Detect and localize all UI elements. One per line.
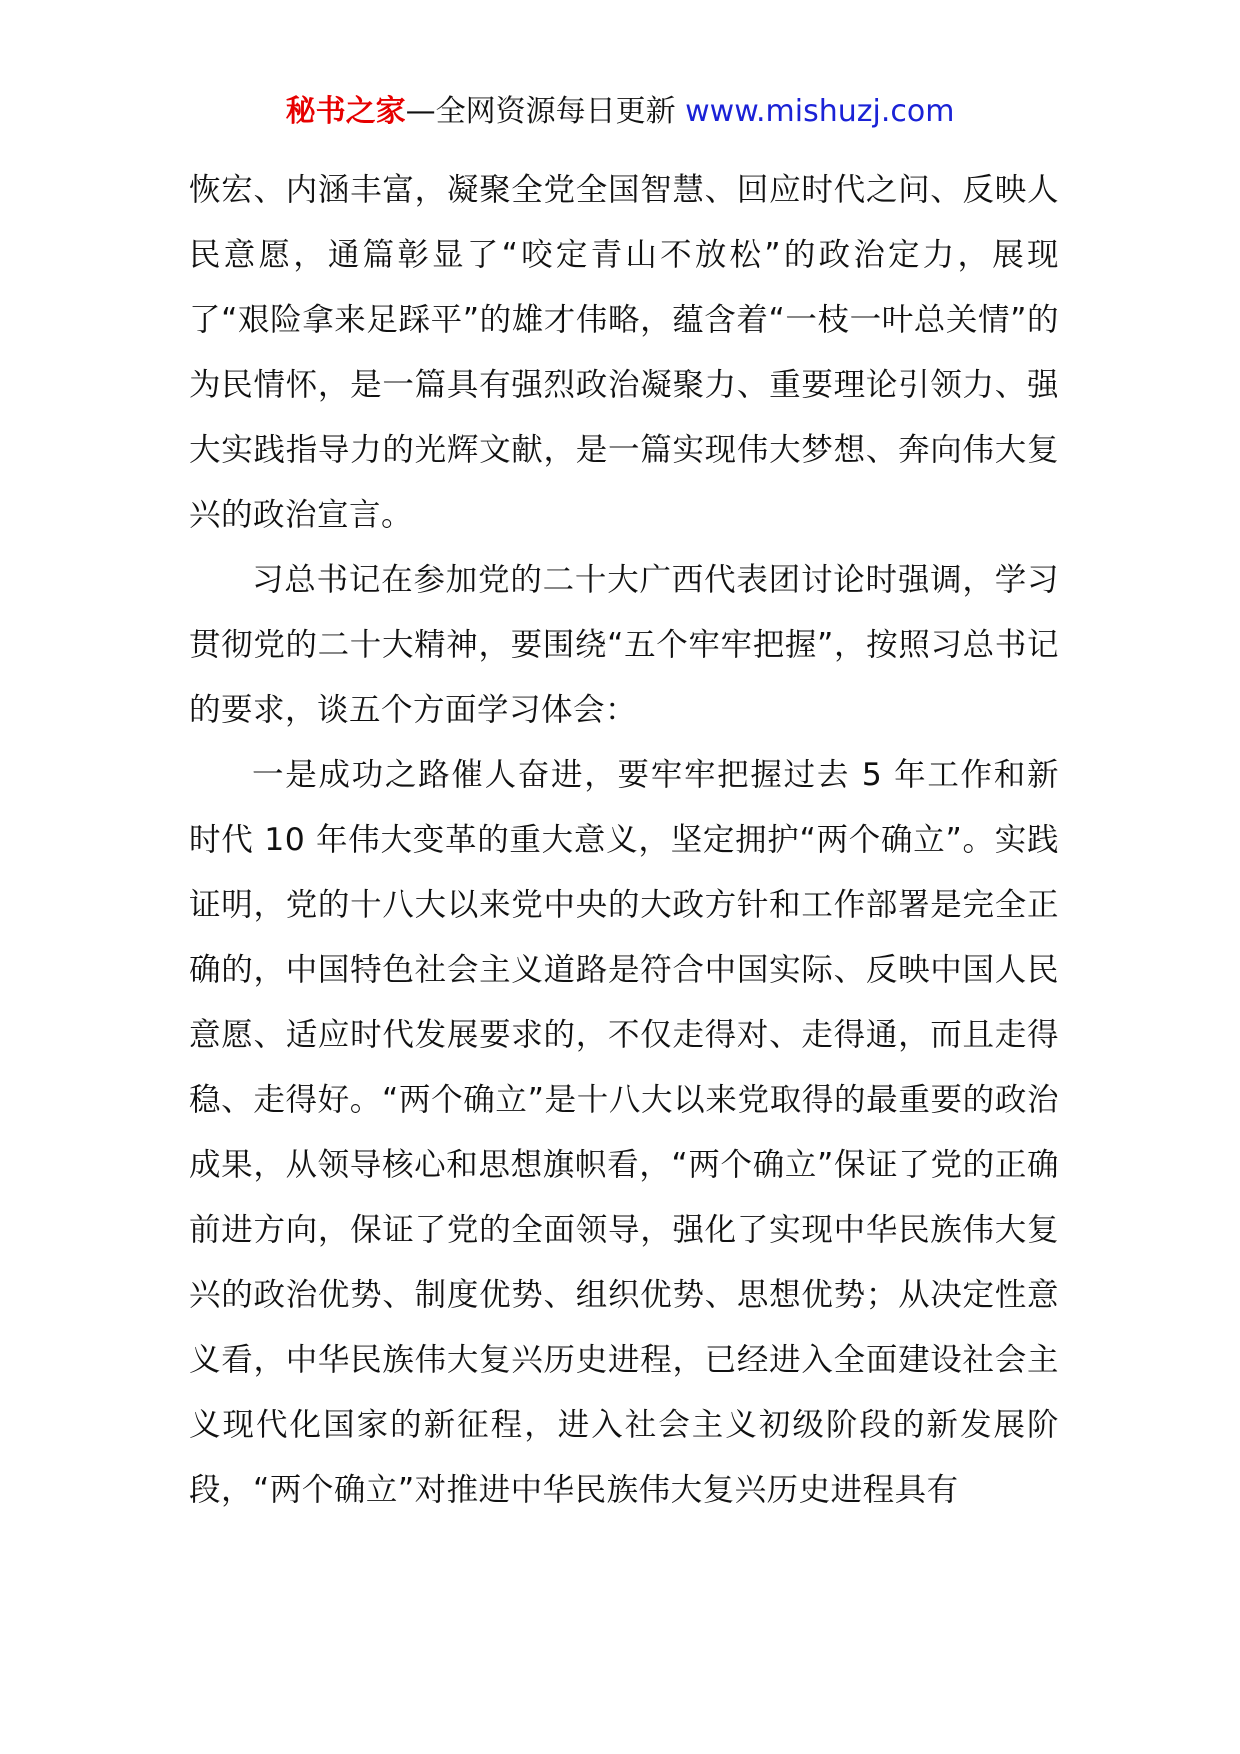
site-brand: 秘书之家 — [285, 94, 406, 129]
document-body — [189, 158, 1059, 1523]
site-header — [0, 92, 1240, 132]
paragraph-continued: 恢宏、内涵丰富，凝聚全党全国智慧、回应时代之问、反映人民意愿，通篇彰显了“咬定青山不放松”的政治定力，展现了“艰险拿来足踩平”的雄才伟略，蕴含着“一枝一叶总关情”的为民情怀，是一篇具有强烈政治凝聚力、重要理论引领力、强大实践指导力的光辉文献，是一篇实现伟大梦想、奔向伟大复兴的政治宣言。 — [189, 172, 1059, 533]
site-slogan: —全网资源每日更新 — [405, 94, 676, 129]
site-url-link[interactable]: www.mishuzj.com — [685, 94, 955, 129]
paragraph: 一是成功之路催人奋进，要牢牢把握过去 5 年工作和新时代 10 年伟大变革的重大意义，坚定拥护“两个确立”。实践证明，党的十八大以来党中央的大政方针和工作部署是完全正确的，中国特色社会主义道路是符合中国实际、反映中国人民意愿、适应时代发展要求的，不仅走得对、走得通，而且走得稳、走得好。“两个确立”是十八大以来党取得的最重要的政治成果，从领导核心和思想旗帜看，“两个确立”保证了党的正确前进方向，保证了党的全面领导，强化了实现中华民族伟大复兴的政治优势、制度优势、组织优势、思想优势；从决定性意义看，中华民族伟大复兴历史进程，已经进入全面建设社会主义现代化国家的新征程，进入社会主义初级阶段的新发展阶段，“两个确立”对推进中华民族伟大复兴历史进程具有 — [189, 757, 1059, 1508]
paragraph: 习总书记在参加党的二十大广西代表团讨论时强调，学习贯彻党的二十大精神，要围绕“五个牢牢把握”，按照习总书记的要求，谈五个方面学习体会： — [189, 562, 1059, 728]
